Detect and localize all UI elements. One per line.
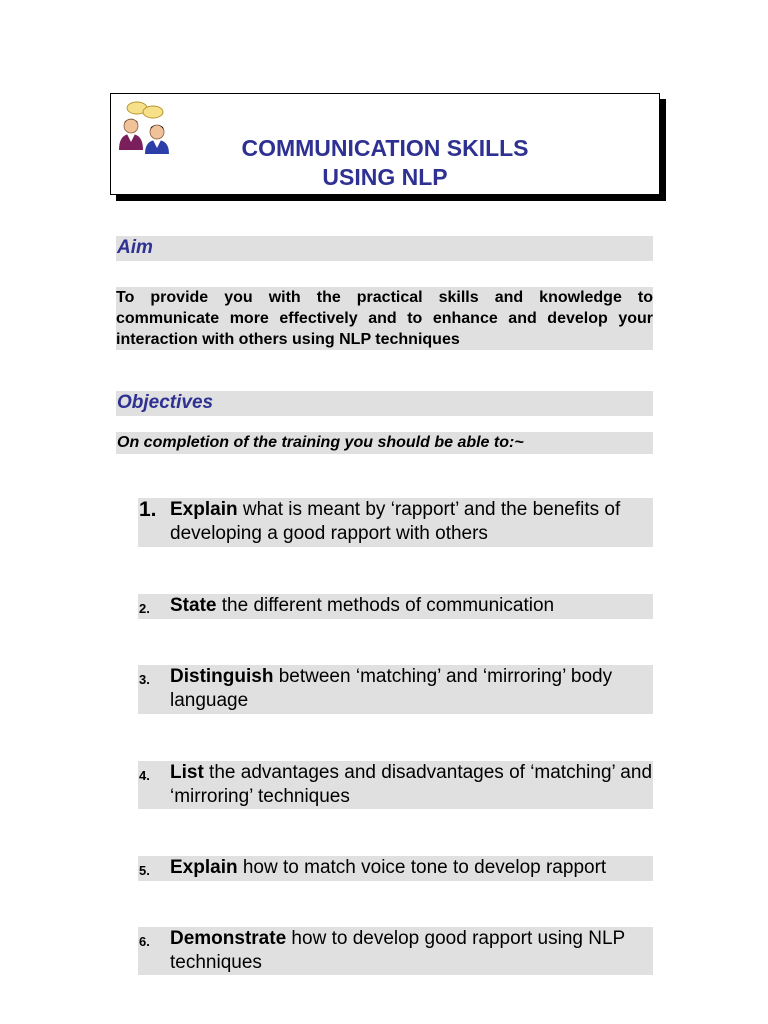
objective-number: 2.	[139, 601, 150, 616]
objective-item	[138, 761, 653, 809]
objective-text: how to develop good rapport using NLP techniques	[170, 928, 625, 973]
objective-verb: Demonstrate	[170, 928, 287, 949]
completion-text: On completion of the training you should be able to:~	[117, 434, 524, 451]
objectives-heading: Objectives	[117, 392, 214, 413]
objective-text: what is meant by ‘rapport’ and the benefits of developing a good rapport with others	[170, 499, 621, 544]
objective-text: the different methods of communication	[216, 595, 555, 616]
objective-number: 6.	[139, 934, 150, 949]
objective-text: how to match voice tone to develop rapport	[237, 857, 607, 878]
title-box	[110, 93, 660, 195]
objective-number: 4.	[139, 768, 150, 783]
objective-number: 3.	[139, 672, 150, 687]
objective-text: the advantages and disadvantages of ‘matching’ and ‘mirroring’ techniques	[170, 762, 653, 807]
objective-item	[138, 665, 653, 714]
completion-bar	[116, 432, 653, 454]
objective-number: 1.	[139, 498, 157, 521]
objective-verb: Distinguish	[170, 666, 274, 687]
objective-verb: State	[170, 595, 217, 616]
aim-heading-bar	[116, 236, 653, 261]
aim-heading: Aim	[117, 237, 153, 258]
title-line-2: USING NLP	[322, 164, 448, 190]
page-title	[111, 134, 659, 192]
objective-item	[138, 927, 653, 975]
objective-number: 5.	[139, 863, 150, 878]
objective-verb: Explain	[170, 499, 238, 520]
objective-verb: Explain	[170, 857, 238, 878]
objective-item	[138, 498, 653, 547]
objective-text: between ‘matching’ and ‘mirroring’ body language	[170, 666, 613, 711]
objective-verb: List	[170, 762, 204, 783]
objectives-heading-bar	[116, 391, 653, 416]
objective-item	[138, 856, 653, 881]
aim-text: To provide you with the practical skills and knowledge to communicate more effectively and to enhance and develop your interaction with others using NLP techniques	[116, 289, 653, 348]
title-line-1: COMMUNICATION SKILLS	[241, 135, 529, 161]
objective-item	[138, 594, 653, 619]
